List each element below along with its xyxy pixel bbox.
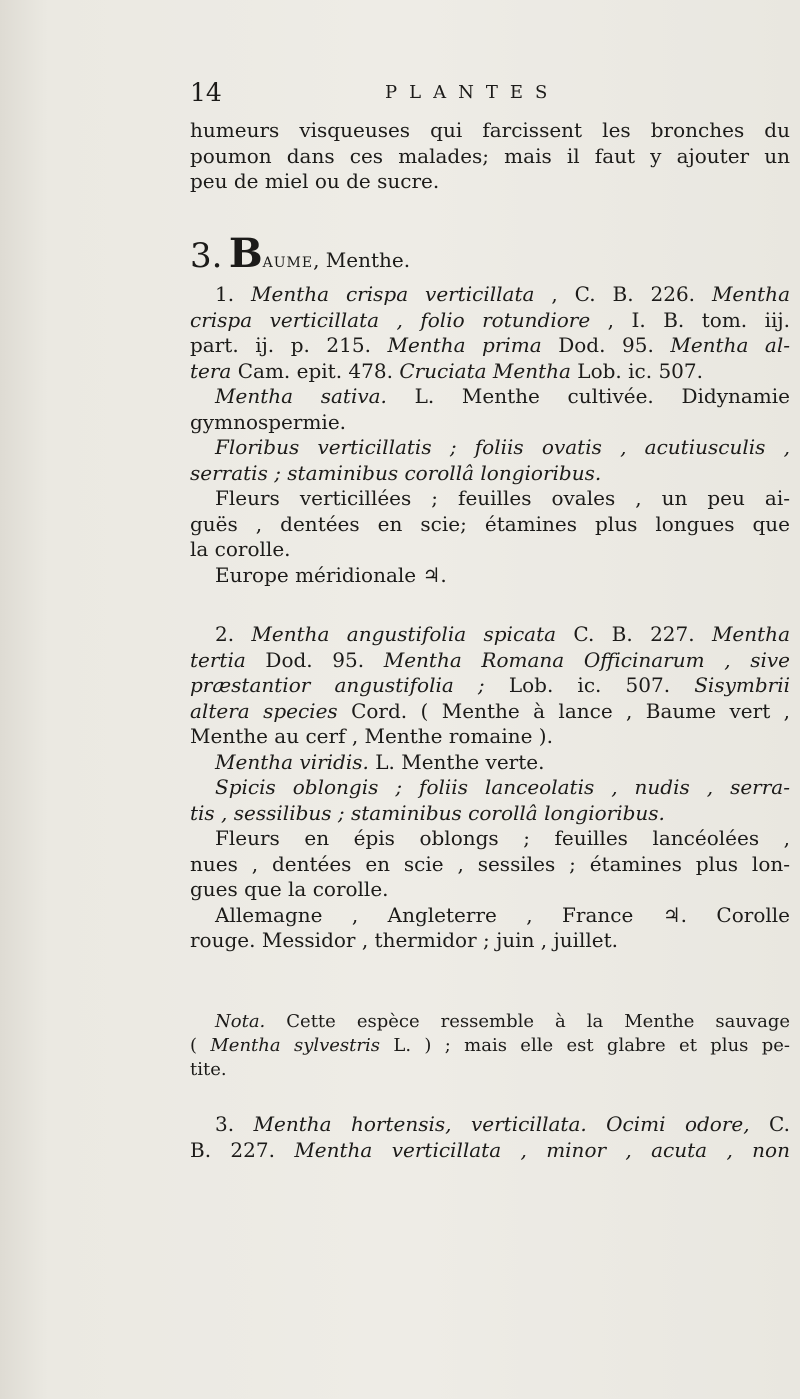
italic-run: tertia [190,647,246,672]
italic-run: Mentha viridis. [215,749,369,774]
text-line [190,435,790,461]
section-heading [190,232,790,285]
text-line [190,775,790,801]
species-1-linnaean [190,384,790,435]
text-line: Fleurs verticillées ; feuilles ovales , un peu ai- [215,486,790,510]
italic-run: serratis ; staminibus corollâ longioribus. [190,460,602,485]
species-2-latin-description [190,775,790,826]
text-line: Fleurs en épis oblongs ; feuilles lancéolées , [215,826,790,850]
text-line: 3. Mentha hortensis, verticillata. Ocimi odore, C. [215,1112,790,1136]
text-line: gymnospermie. [190,409,347,434]
text-line: Mentha sativa. L. Menthe cultivée. Didynamie [215,384,790,408]
italic-run: Mentha [711,622,790,646]
italic-run: Mentha sylvestris [210,1035,381,1056]
text-line: Menthe au cerf , Menthe romaine ). [190,724,553,748]
species-1 [190,282,790,588]
page-header [190,78,780,114]
species-1-latin-description [190,435,790,486]
italic-run: Mentha sativa. [215,384,387,408]
page-number: 14 [190,78,222,107]
italic-run: Mentha [711,282,790,306]
italic-run: Mentha al- [670,333,790,357]
species-2-french-description [190,826,790,903]
section-initial: B [228,230,263,277]
text-line: Allemagne , Angleterre , France ♃. Corolle [215,902,790,927]
text-line: guës , dentées en scie; étamines plus longues que [190,511,790,536]
text-line: part. ij. p. 215. Mentha prima Dod. 95. Mentha al- [190,333,790,357]
text-line: crispa verticillata , folio rotundiore , I. B. tom. iij. [190,307,790,332]
text-line: humeurs visqueuses qui farcissent les bronches du [190,118,790,142]
nota-paragraph [190,1010,790,1082]
italic-run: Mentha angustifolia spicata [251,622,557,646]
text-line: tite. [190,1059,227,1080]
italic-run: Cruciata Mentha [399,358,571,383]
italic-run: præstantior angustifolia ; [190,673,485,697]
italic-run: Mentha prima [387,333,542,357]
species-2-synonyms [190,622,790,750]
species-1-habitat: Europe méridionale ♃. [215,562,447,587]
section-number: 3. [190,236,223,276]
text-line: altera species Cord. ( Menthe à lance , Baume vert , [190,698,790,723]
italic-run: Floribus verticillatis ; foliis ovatis , acutiusculis , [215,435,790,459]
species-2-habitat [190,903,790,954]
italic-run: Mentha crispa verticillata [251,282,535,306]
text-line: poumon dans ces malades; mais il faut y ajouter un [190,143,790,168]
text-line: Nota. Cette espèce ressemble à la Menthe sauvage [215,1011,790,1032]
text-line [190,461,790,487]
italic-run: Spicis oblongis ; foliis lanceolatis , nudis , serra- [215,775,790,799]
text-line: 1. Mentha crispa verticillata , C. B. 226. Mentha [215,282,790,306]
section-subtitle: , Menthe. [313,248,411,272]
italic-run: Sisymbrii [694,673,790,697]
species-3 [190,1112,790,1163]
text-line [190,801,790,827]
text-line: 2. Mentha angustifolia spicata C. B. 227. Mentha [215,622,790,646]
intro-paragraph [190,118,790,195]
italic-run: crispa verticillata , folio rotundiore [190,307,591,332]
italic-run: tis , sessilibus ; staminibus corollâ longioribus. [190,800,665,825]
text-line: peu de miel ou de sucre. [190,169,440,193]
section-word-rest: AUME [262,255,314,271]
species-1-synonyms [190,282,790,384]
text-line: Mentha viridis. L. Menthe verte. [215,749,545,774]
species-2 [190,622,790,954]
italic-run: Mentha hortensis, verticillata. Ocimi odore, [253,1112,750,1136]
text-line: præstantior angustifolia ; Lob. ic. 507. Sisymbrii [190,673,790,697]
text-line: ( Mentha sylvestris L. ) ; mais elle est glabre et plus pe- [190,1035,790,1056]
text-line: nues , dentées en scie , sessiles ; étamines plus lon- [190,851,790,876]
italic-run: tera [190,358,232,383]
text-line: tertia Dod. 95. Mentha Romana Officinarum , sive [190,647,790,672]
text-line: rouge. Messidor , thermidor ; juin , juillet. [190,928,619,952]
text-line: la corolle. [190,537,291,561]
species-1-french-description [190,486,790,563]
italic-run: Mentha verticillata , minor , acuta , non [294,1137,790,1162]
text-line: tera Cam. epit. 478. Cruciata Mentha Lob. ic. 507. [190,358,703,383]
italic-run: Mentha Romana Officinarum , sive [383,647,790,672]
running-title: PLANTES [385,82,560,103]
italic-run: altera species [190,698,338,723]
text-line: B. 227. Mentha verticillata , minor , acuta , non [190,1137,790,1162]
species-2-linnaean [190,750,790,776]
italic-run: Nota. [215,1011,266,1032]
text-line: gues que la corolle. [190,877,389,901]
